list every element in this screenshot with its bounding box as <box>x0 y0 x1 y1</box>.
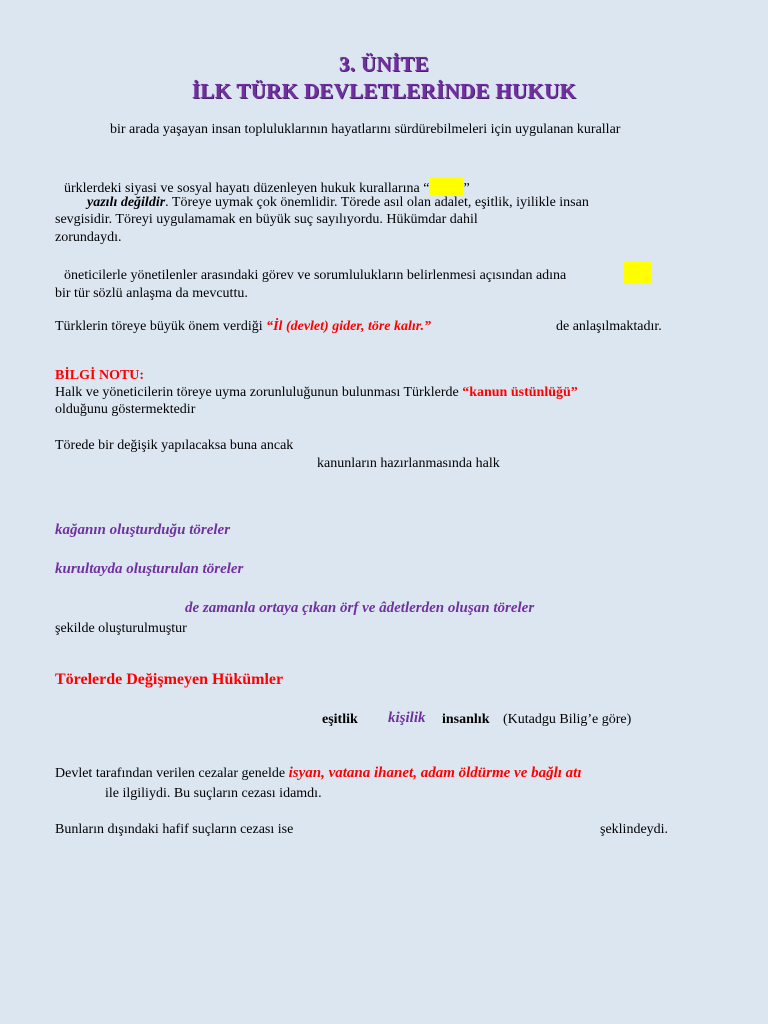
value-humanity: insanlık <box>442 712 490 727</box>
sources-tail: şekilde oluşturulmuştur <box>55 621 187 636</box>
para3-line <box>55 318 431 335</box>
unit-title: 3. ÜNİTE <box>339 52 429 76</box>
para3-post: de anlaşılmaktadır. <box>556 319 662 334</box>
para1-line1-text: ürklerdeki siyasi ve sosyal hayatı düzenleyen hukuk kurallarına “ <box>64 181 430 196</box>
para1-line2 <box>87 194 589 211</box>
info-note-heading: BİLGİ NOTU: <box>55 368 145 383</box>
para1-line2-text: . Töreye uymak çok önemlidir. Törede asıl olan adalet, eşitlik, iyilikle insan <box>165 195 589 210</box>
info-note-emphasis: “kanun üstünlüğü” <box>462 385 578 400</box>
value-personality: kişilik <box>388 710 426 726</box>
crimes-line1-text: Devlet tarafından verilen cezalar genelde <box>55 766 286 781</box>
info-note-line2: olduğunu göstermektedir <box>55 402 196 417</box>
crimes-line3: Bunların dışındaki hafif suçların cezası ise <box>55 822 294 837</box>
source-item-3: de zamanla ortaya çıkan örf ve âdetlerden oluşan töreler <box>185 600 535 616</box>
para1-line1-close: ” <box>463 181 470 196</box>
source-item-2: kurultayda oluşturulan töreler <box>55 561 244 577</box>
para2-line1: öneticilerle yönetilenler arasındaki görev ve sorumlulukların belirlenmesi açısından adına <box>64 268 567 283</box>
intro-text: bir arada yaşayan insan topluluklarının hayatlarını sürdürebilmeleri için uygulanan kurallar <box>110 122 621 137</box>
crimes-line2: ile ilgiliydi. Bu suçların cezası idamdı. <box>105 786 322 801</box>
source-item-1: kağanın oluşturduğu töreler <box>55 522 231 538</box>
para2-line2: bir tür sözlü anlaşma da mevcuttu. <box>55 286 248 301</box>
info-note-text: Halk ve yöneticilerin töreye uyma zorunluluğunun bulunması Türklerde <box>55 385 459 400</box>
para1-line3: sevgisidir. Töreyi uygulamamak en büyük suç sayılıyordu. Hükümdar dahil <box>55 212 478 227</box>
crimes-line3-end: şeklindeydi. <box>600 822 669 837</box>
value-source-note: (Kutadgu Bilig’e göre) <box>503 712 632 727</box>
change-line2: kanunların hazırlanmasında halk <box>317 456 500 471</box>
page-title: İLK TÜRK DEVLETLERİNDE HUKUK <box>191 79 577 103</box>
info-note-line1 <box>55 384 578 401</box>
crimes-emphasis: isyan, vatana ihanet, adam öldürme ve bağlı atı <box>288 765 582 781</box>
crimes-line1 <box>55 765 582 782</box>
value-equality: eşitlik <box>322 712 358 727</box>
section-heading: Törelerde Değişmeyen Hükümler <box>55 671 284 688</box>
para3-quote: “İl (devlet) gider, töre kalır.” <box>266 319 431 334</box>
change-line1: Törede bir değişik yapılacaksa buna ancak <box>55 438 294 453</box>
para3-pre: Türklerin töreye büyük önem verdiği <box>55 319 263 334</box>
para1-emphasis: yazılı değildir <box>87 195 166 210</box>
para1-line4: zorundaydı. <box>55 230 122 245</box>
highlight-blank-2 <box>624 262 651 284</box>
